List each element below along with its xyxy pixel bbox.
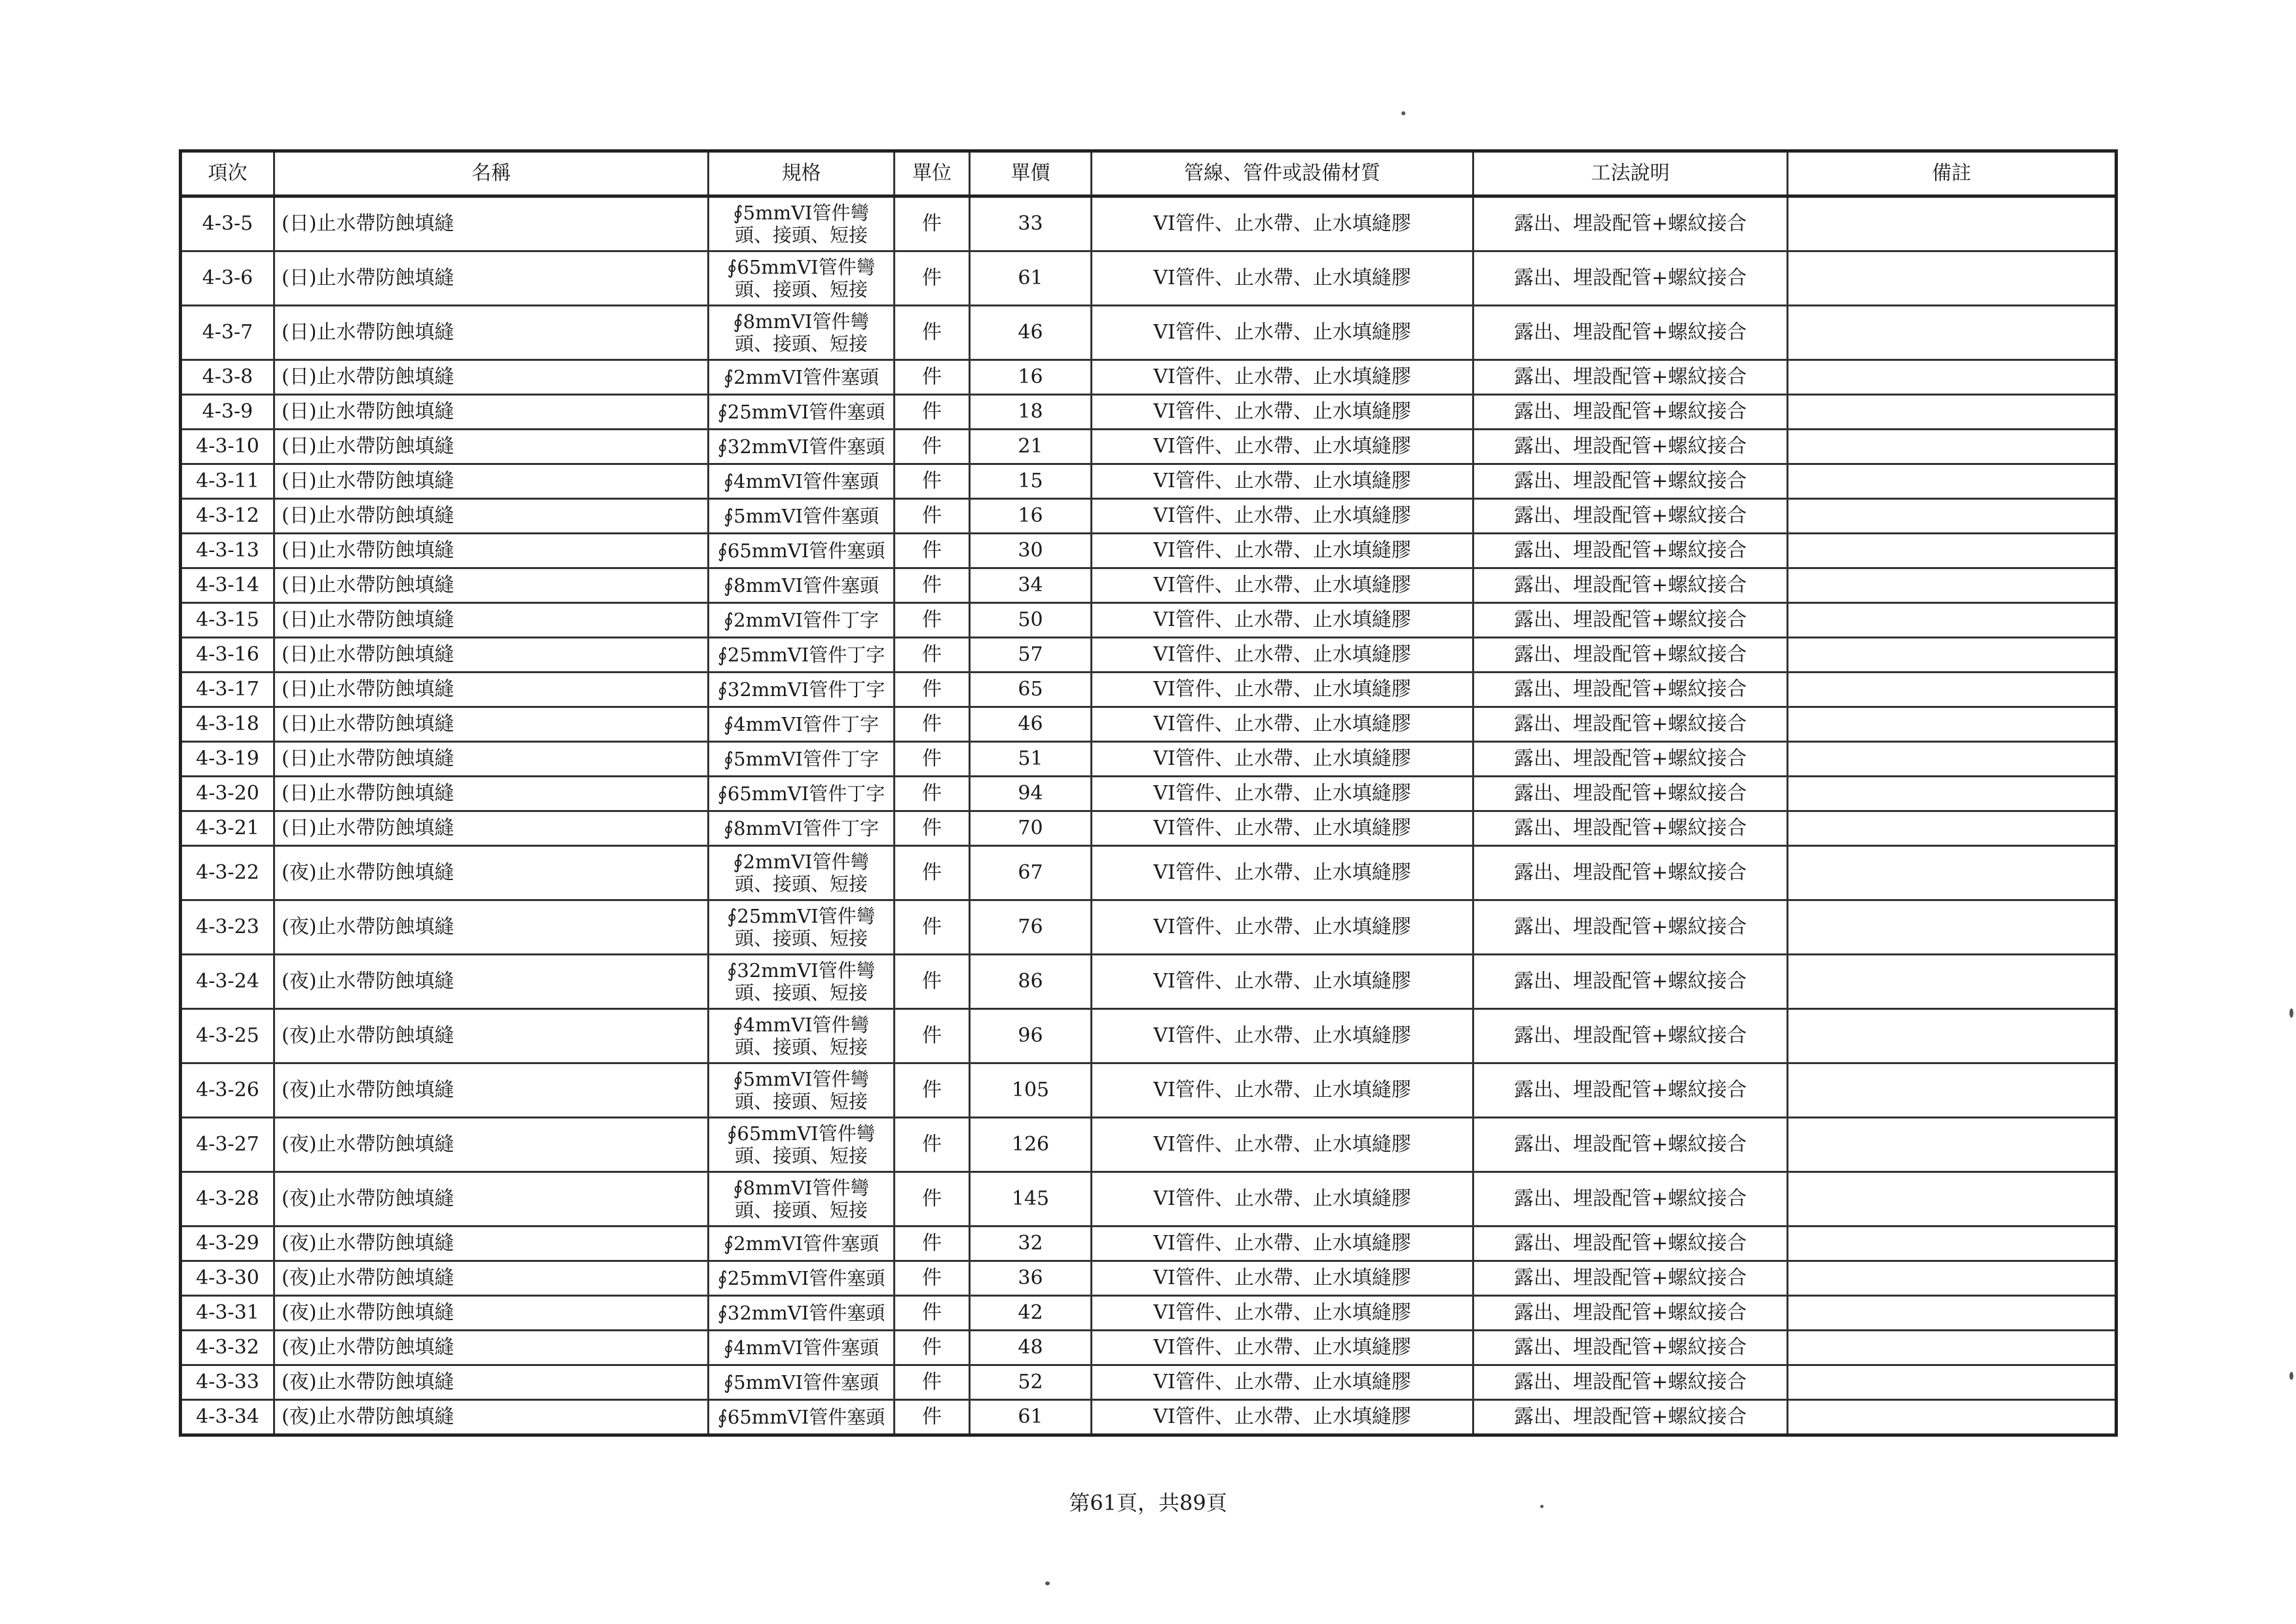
cell-material: VI管件、止水帶、止水填縫膠 (1092, 846, 1473, 900)
cell-method: 露出、埋設配管+螺紋接合 (1473, 1118, 1788, 1172)
cell-method: 露出、埋設配管+螺紋接合 (1473, 568, 1788, 603)
cell-method: 露出、埋設配管+螺紋接合 (1473, 638, 1788, 673)
cell-note (1788, 673, 2117, 707)
cell-method: 露出、埋設配管+螺紋接合 (1473, 846, 1788, 900)
cell-note (1788, 360, 2117, 395)
cell-note (1788, 1365, 2117, 1400)
cell-name: (夜)止水帶防蝕填縫 (274, 1296, 709, 1331)
cell-note (1788, 811, 2117, 846)
cell-unit: 件 (895, 1400, 970, 1435)
cell-method: 露出、埋設配管+螺紋接合 (1473, 673, 1788, 707)
cell-item-no: 4-3-10 (181, 430, 274, 464)
cell-item-no: 4-3-31 (181, 1296, 274, 1331)
cell-unit-price: 52 (970, 1365, 1092, 1400)
table-row (181, 1331, 2117, 1365)
cell-unit: 件 (895, 534, 970, 568)
cell-name: (日)止水帶防蝕填縫 (274, 464, 709, 499)
table-row (181, 603, 2117, 638)
cell-unit: 件 (895, 707, 970, 742)
cell-method: 露出、埋設配管+螺紋接合 (1473, 499, 1788, 534)
cell-unit: 件 (895, 1063, 970, 1118)
cell-item-no: 4-3-33 (181, 1365, 274, 1400)
table-row (181, 1009, 2117, 1063)
table-row (181, 430, 2117, 464)
cell-spec: ∮8mmVI管件彎頭、接頭、短接 (709, 306, 895, 360)
cell-material: VI管件、止水帶、止水填縫膠 (1092, 1365, 1473, 1400)
cell-name: (日)止水帶防蝕填縫 (274, 534, 709, 568)
cell-name: (日)止水帶防蝕填縫 (274, 499, 709, 534)
cell-method: 露出、埋設配管+螺紋接合 (1473, 464, 1788, 499)
cell-item-no: 4-3-20 (181, 777, 274, 811)
table-row (181, 1296, 2117, 1331)
cell-note (1788, 1227, 2117, 1261)
cell-item-no: 4-3-8 (181, 360, 274, 395)
cell-material: VI管件、止水帶、止水填縫膠 (1092, 900, 1473, 955)
cell-unit: 件 (895, 1227, 970, 1261)
cell-note (1788, 1296, 2117, 1331)
table-row (181, 673, 2117, 707)
cell-unit: 件 (895, 811, 970, 846)
cell-item-no: 4-3-34 (181, 1400, 274, 1435)
table-row (181, 534, 2117, 568)
cell-item-no: 4-3-29 (181, 1227, 274, 1261)
cell-spec: ∮8mmVI管件塞頭 (709, 568, 895, 603)
cell-material: VI管件、止水帶、止水填縫膠 (1092, 1296, 1473, 1331)
cell-unit: 件 (895, 1365, 970, 1400)
cell-unit-price: 67 (970, 846, 1092, 900)
cell-spec: ∮2mmVI管件丁字 (709, 603, 895, 638)
cell-unit: 件 (895, 499, 970, 534)
cell-spec: ∮4mmVI管件塞頭 (709, 1331, 895, 1365)
cell-item-no: 4-3-6 (181, 251, 274, 306)
cell-material: VI管件、止水帶、止水填縫膠 (1092, 673, 1473, 707)
cell-name: (夜)止水帶防蝕填縫 (274, 1400, 709, 1435)
cell-method: 露出、埋設配管+螺紋接合 (1473, 1296, 1788, 1331)
cell-unit: 件 (895, 360, 970, 395)
cell-unit-price: 51 (970, 742, 1092, 777)
cell-unit: 件 (895, 251, 970, 306)
cell-spec: ∮32mmVI管件丁字 (709, 673, 895, 707)
cell-spec: ∮65mmVI管件丁字 (709, 777, 895, 811)
scan-speck (1540, 1505, 1544, 1508)
cell-note (1788, 777, 2117, 811)
cell-unit: 件 (895, 1172, 970, 1227)
table-row (181, 1261, 2117, 1296)
cell-item-no: 4-3-22 (181, 846, 274, 900)
cell-spec: ∮2mmVI管件彎頭、接頭、短接 (709, 846, 895, 900)
cell-name: (日)止水帶防蝕填縫 (274, 742, 709, 777)
cell-note (1788, 1261, 2117, 1296)
cell-note (1788, 1063, 2117, 1118)
cell-item-no: 4-3-17 (181, 673, 274, 707)
cell-material: VI管件、止水帶、止水填縫膠 (1092, 196, 1473, 251)
table-row (181, 1227, 2117, 1261)
cell-unit-price: 86 (970, 955, 1092, 1009)
cell-material: VI管件、止水帶、止水填縫膠 (1092, 499, 1473, 534)
table-row (181, 638, 2117, 673)
cell-method: 露出、埋設配管+螺紋接合 (1473, 1172, 1788, 1227)
cell-note (1788, 955, 2117, 1009)
cell-unit: 件 (895, 955, 970, 1009)
cell-unit-price: 126 (970, 1118, 1092, 1172)
cell-name: (夜)止水帶防蝕填縫 (274, 846, 709, 900)
cell-unit: 件 (895, 742, 970, 777)
cell-unit-price: 76 (970, 900, 1092, 955)
cell-note (1788, 568, 2117, 603)
cell-unit-price: 145 (970, 1172, 1092, 1227)
cell-spec: ∮25mmVI管件彎頭、接頭、短接 (709, 900, 895, 955)
cell-spec: ∮32mmVI管件彎頭、接頭、短接 (709, 955, 895, 1009)
cell-note (1788, 603, 2117, 638)
cell-unit: 件 (895, 464, 970, 499)
cell-unit-price: 70 (970, 811, 1092, 846)
cell-spec: ∮4mmVI管件丁字 (709, 707, 895, 742)
table-row (181, 196, 2117, 251)
cell-material: VI管件、止水帶、止水填縫膠 (1092, 1400, 1473, 1435)
header-spec: 規格 (709, 151, 895, 196)
cell-name: (日)止水帶防蝕填縫 (274, 638, 709, 673)
cell-item-no: 4-3-7 (181, 306, 274, 360)
cell-material: VI管件、止水帶、止水填縫膠 (1092, 1261, 1473, 1296)
cell-unit-price: 21 (970, 430, 1092, 464)
cell-unit-price: 42 (970, 1296, 1092, 1331)
cell-spec: ∮2mmVI管件塞頭 (709, 1227, 895, 1261)
cell-item-no: 4-3-26 (181, 1063, 274, 1118)
cell-item-no: 4-3-23 (181, 900, 274, 955)
cell-unit-price: 30 (970, 534, 1092, 568)
header-name: 名稱 (274, 151, 709, 196)
cell-unit: 件 (895, 395, 970, 430)
cell-unit: 件 (895, 603, 970, 638)
cell-unit-price: 15 (970, 464, 1092, 499)
cell-note (1788, 846, 2117, 900)
cell-name: (夜)止水帶防蝕填縫 (274, 955, 709, 1009)
cell-item-no: 4-3-12 (181, 499, 274, 534)
cell-spec: ∮65mmVI管件塞頭 (709, 1400, 895, 1435)
cell-unit: 件 (895, 196, 970, 251)
table-row (181, 464, 2117, 499)
cell-unit: 件 (895, 568, 970, 603)
cell-unit-price: 32 (970, 1227, 1092, 1261)
cell-spec: ∮5mmVI管件塞頭 (709, 499, 895, 534)
cell-method: 露出、埋設配管+螺紋接合 (1473, 1227, 1788, 1261)
cell-name: (日)止水帶防蝕填縫 (274, 360, 709, 395)
cell-item-no: 4-3-13 (181, 534, 274, 568)
cell-name: (日)止水帶防蝕填縫 (274, 306, 709, 360)
table-row (181, 1172, 2117, 1227)
header-item-no: 項次 (181, 151, 274, 196)
cell-unit-price: 34 (970, 568, 1092, 603)
cell-name: (日)止水帶防蝕填縫 (274, 707, 709, 742)
table-row (181, 568, 2117, 603)
cell-method: 露出、埋設配管+螺紋接合 (1473, 430, 1788, 464)
cell-note (1788, 1400, 2117, 1435)
table-row (181, 499, 2117, 534)
cell-unit-price: 61 (970, 251, 1092, 306)
cell-note (1788, 742, 2117, 777)
cell-name: (夜)止水帶防蝕填縫 (274, 1365, 709, 1400)
cell-spec: ∮2mmVI管件塞頭 (709, 360, 895, 395)
table-row (181, 1400, 2117, 1435)
cell-spec: ∮25mmVI管件丁字 (709, 638, 895, 673)
table-row (181, 1365, 2117, 1400)
cell-method: 露出、埋設配管+螺紋接合 (1473, 1331, 1788, 1365)
header-unit: 單位 (895, 151, 970, 196)
cell-item-no: 4-3-30 (181, 1261, 274, 1296)
table-row (181, 707, 2117, 742)
cell-unit-price: 16 (970, 360, 1092, 395)
cell-name: (夜)止水帶防蝕填縫 (274, 1009, 709, 1063)
cell-note (1788, 196, 2117, 251)
cell-unit: 件 (895, 1296, 970, 1331)
cell-method: 露出、埋設配管+螺紋接合 (1473, 1261, 1788, 1296)
cell-material: VI管件、止水帶、止水填縫膠 (1092, 1118, 1473, 1172)
cell-note (1788, 306, 2117, 360)
cell-unit-price: 65 (970, 673, 1092, 707)
table-row (181, 1118, 2117, 1172)
cell-name: (日)止水帶防蝕填縫 (274, 430, 709, 464)
cell-note (1788, 430, 2117, 464)
table-row (181, 955, 2117, 1009)
cell-spec: ∮8mmVI管件彎頭、接頭、短接 (709, 1172, 895, 1227)
cell-note (1788, 499, 2117, 534)
cell-unit: 件 (895, 1331, 970, 1365)
cell-spec: ∮5mmVI管件彎頭、接頭、短接 (709, 1063, 895, 1118)
cell-item-no: 4-3-32 (181, 1331, 274, 1365)
cell-spec: ∮5mmVI管件塞頭 (709, 1365, 895, 1400)
table-row (181, 360, 2117, 395)
cell-unit-price: 96 (970, 1009, 1092, 1063)
cell-material: VI管件、止水帶、止水填縫膠 (1092, 1172, 1473, 1227)
cell-unit: 件 (895, 900, 970, 955)
cell-item-no: 4-3-14 (181, 568, 274, 603)
cell-unit-price: 16 (970, 499, 1092, 534)
cell-unit-price: 94 (970, 777, 1092, 811)
cell-spec: ∮32mmVI管件塞頭 (709, 430, 895, 464)
cell-material: VI管件、止水帶、止水填縫膠 (1092, 251, 1473, 306)
cell-unit: 件 (895, 638, 970, 673)
cell-unit-price: 105 (970, 1063, 1092, 1118)
cell-unit-price: 33 (970, 196, 1092, 251)
cell-name: (日)止水帶防蝕填縫 (274, 777, 709, 811)
cell-method: 露出、埋設配管+螺紋接合 (1473, 196, 1788, 251)
cell-spec: ∮65mmVI管件彎頭、接頭、短接 (709, 251, 895, 306)
cell-unit-price: 36 (970, 1261, 1092, 1296)
cell-method: 露出、埋設配管+螺紋接合 (1473, 1063, 1788, 1118)
cell-note (1788, 534, 2117, 568)
cell-unit-price: 50 (970, 603, 1092, 638)
cell-name: (夜)止水帶防蝕填縫 (274, 1227, 709, 1261)
cell-spec: ∮5mmVI管件丁字 (709, 742, 895, 777)
cell-item-no: 4-3-24 (181, 955, 274, 1009)
scan-speck (2289, 1372, 2293, 1380)
cell-material: VI管件、止水帶、止水填縫膠 (1092, 811, 1473, 846)
cell-method: 露出、埋設配管+螺紋接合 (1473, 955, 1788, 1009)
cell-unit: 件 (895, 430, 970, 464)
cell-note (1788, 707, 2117, 742)
cell-material: VI管件、止水帶、止水填縫膠 (1092, 955, 1473, 1009)
cell-material: VI管件、止水帶、止水填縫膠 (1092, 1009, 1473, 1063)
cell-note (1788, 464, 2117, 499)
cell-unit-price: 57 (970, 638, 1092, 673)
cell-method: 露出、埋設配管+螺紋接合 (1473, 811, 1788, 846)
cell-item-no: 4-3-11 (181, 464, 274, 499)
cell-name: (日)止水帶防蝕填縫 (274, 251, 709, 306)
cell-spec: ∮32mmVI管件塞頭 (709, 1296, 895, 1331)
cell-material: VI管件、止水帶、止水填縫膠 (1092, 603, 1473, 638)
table-row (181, 1063, 2117, 1118)
table-row (181, 395, 2117, 430)
table-row (181, 777, 2117, 811)
cell-spec: ∮65mmVI管件塞頭 (709, 534, 895, 568)
cell-name: (日)止水帶防蝕填縫 (274, 395, 709, 430)
cell-name: (日)止水帶防蝕填縫 (274, 568, 709, 603)
table-row (181, 742, 2117, 777)
cell-item-no: 4-3-21 (181, 811, 274, 846)
cell-unit-price: 48 (970, 1331, 1092, 1365)
cell-item-no: 4-3-27 (181, 1118, 274, 1172)
cell-material: VI管件、止水帶、止水填縫膠 (1092, 742, 1473, 777)
cell-note (1788, 251, 2117, 306)
cell-material: VI管件、止水帶、止水填縫膠 (1092, 306, 1473, 360)
cell-material: VI管件、止水帶、止水填縫膠 (1092, 568, 1473, 603)
cell-spec: ∮25mmVI管件塞頭 (709, 1261, 895, 1296)
cell-material: VI管件、止水帶、止水填縫膠 (1092, 638, 1473, 673)
table-row (181, 900, 2117, 955)
cell-note (1788, 1331, 2117, 1365)
cell-material: VI管件、止水帶、止水填縫膠 (1092, 395, 1473, 430)
header-material: 管線、管件或設備材質 (1092, 151, 1473, 196)
cell-spec: ∮8mmVI管件丁字 (709, 811, 895, 846)
cell-method: 露出、埋設配管+螺紋接合 (1473, 306, 1788, 360)
cell-spec: ∮4mmVI管件塞頭 (709, 464, 895, 499)
cell-item-no: 4-3-5 (181, 196, 274, 251)
cell-name: (夜)止水帶防蝕填縫 (274, 1172, 709, 1227)
cell-method: 露出、埋設配管+螺紋接合 (1473, 707, 1788, 742)
cell-name: (夜)止水帶防蝕填縫 (274, 1118, 709, 1172)
cell-spec: ∮5mmVI管件彎頭、接頭、短接 (709, 196, 895, 251)
cell-note (1788, 1009, 2117, 1063)
cell-item-no: 4-3-16 (181, 638, 274, 673)
unit-price-table (179, 149, 2118, 1437)
cell-note (1788, 1172, 2117, 1227)
scan-speck (2289, 1008, 2293, 1018)
table-row (181, 306, 2117, 360)
cell-unit-price: 61 (970, 1400, 1092, 1435)
cell-unit-price: 18 (970, 395, 1092, 430)
cell-unit: 件 (895, 673, 970, 707)
cell-item-no: 4-3-28 (181, 1172, 274, 1227)
scan-speck (1045, 1581, 1050, 1585)
cell-material: VI管件、止水帶、止水填縫膠 (1092, 464, 1473, 499)
table-row (181, 811, 2117, 846)
cell-item-no: 4-3-15 (181, 603, 274, 638)
cell-item-no: 4-3-19 (181, 742, 274, 777)
page-number: 第61頁，共89頁 (1069, 1490, 1227, 1515)
cell-name: (夜)止水帶防蝕填縫 (274, 1063, 709, 1118)
table-row (181, 251, 2117, 306)
cell-name: (日)止水帶防蝕填縫 (274, 603, 709, 638)
cell-material: VI管件、止水帶、止水填縫膠 (1092, 534, 1473, 568)
cell-name: (夜)止水帶防蝕填縫 (274, 1331, 709, 1365)
cell-name: (夜)止水帶防蝕填縫 (274, 1261, 709, 1296)
cell-material: VI管件、止水帶、止水填縫膠 (1092, 1227, 1473, 1261)
cell-method: 露出、埋設配管+螺紋接合 (1473, 360, 1788, 395)
cell-unit: 件 (895, 1118, 970, 1172)
cell-spec: ∮65mmVI管件彎頭、接頭、短接 (709, 1118, 895, 1172)
cell-unit: 件 (895, 306, 970, 360)
cell-item-no: 4-3-9 (181, 395, 274, 430)
cell-method: 露出、埋設配管+螺紋接合 (1473, 603, 1788, 638)
cell-unit-price: 46 (970, 306, 1092, 360)
cell-material: VI管件、止水帶、止水填縫膠 (1092, 707, 1473, 742)
cell-spec: ∮25mmVI管件塞頭 (709, 395, 895, 430)
cell-note (1788, 638, 2117, 673)
scan-speck (1401, 111, 1405, 115)
cell-material: VI管件、止水帶、止水填縫膠 (1092, 360, 1473, 395)
header-note: 備註 (1788, 151, 2117, 196)
cell-method: 露出、埋設配管+螺紋接合 (1473, 1009, 1788, 1063)
cell-note (1788, 395, 2117, 430)
header-unit-price: 單價 (970, 151, 1092, 196)
cell-unit: 件 (895, 1009, 970, 1063)
cell-name: (日)止水帶防蝕填縫 (274, 811, 709, 846)
cell-item-no: 4-3-18 (181, 707, 274, 742)
table-row (181, 846, 2117, 900)
cell-name: (日)止水帶防蝕填縫 (274, 196, 709, 251)
cell-method: 露出、埋設配管+螺紋接合 (1473, 534, 1788, 568)
cell-method: 露出、埋設配管+螺紋接合 (1473, 251, 1788, 306)
cell-method: 露出、埋設配管+螺紋接合 (1473, 395, 1788, 430)
cell-note (1788, 900, 2117, 955)
cell-material: VI管件、止水帶、止水填縫膠 (1092, 777, 1473, 811)
cell-method: 露出、埋設配管+螺紋接合 (1473, 777, 1788, 811)
table-body (181, 196, 2117, 1435)
table-header-row (181, 151, 2117, 196)
cell-unit: 件 (895, 1261, 970, 1296)
cell-method: 露出、埋設配管+螺紋接合 (1473, 900, 1788, 955)
cell-name: (日)止水帶防蝕填縫 (274, 673, 709, 707)
cell-method: 露出、埋設配管+螺紋接合 (1473, 742, 1788, 777)
cell-unit-price: 46 (970, 707, 1092, 742)
cell-material: VI管件、止水帶、止水填縫膠 (1092, 1063, 1473, 1118)
cell-spec: ∮4mmVI管件彎頭、接頭、短接 (709, 1009, 895, 1063)
header-method: 工法說明 (1473, 151, 1788, 196)
cell-unit: 件 (895, 777, 970, 811)
cell-note (1788, 1118, 2117, 1172)
cell-name: (夜)止水帶防蝕填縫 (274, 900, 709, 955)
cell-material: VI管件、止水帶、止水填縫膠 (1092, 430, 1473, 464)
cell-method: 露出、埋設配管+螺紋接合 (1473, 1365, 1788, 1400)
cell-item-no: 4-3-25 (181, 1009, 274, 1063)
cell-material: VI管件、止水帶、止水填縫膠 (1092, 1331, 1473, 1365)
cell-method: 露出、埋設配管+螺紋接合 (1473, 1400, 1788, 1435)
cell-unit: 件 (895, 846, 970, 900)
